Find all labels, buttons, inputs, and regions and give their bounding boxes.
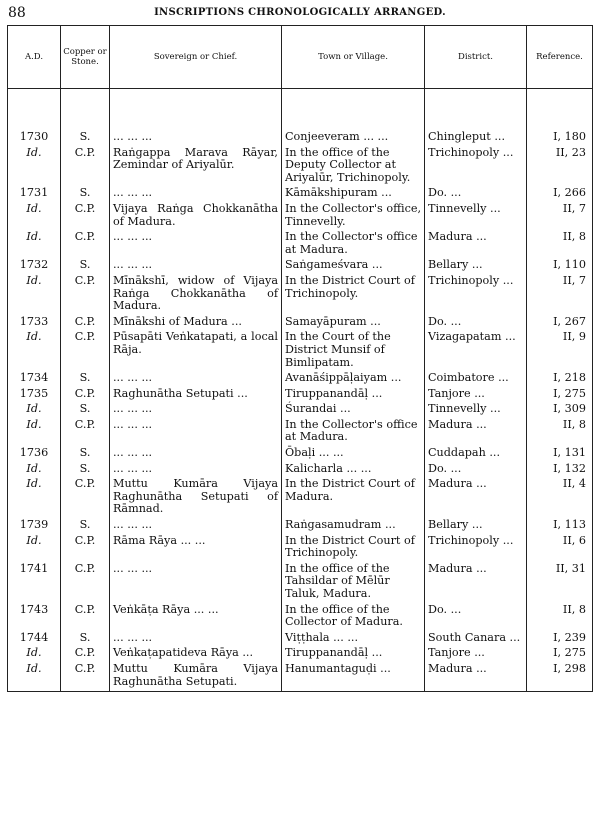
table-row <box>8 316 593 332</box>
entry-town: In the office of the Collector of Madura. <box>282 604 425 632</box>
entry-town: Ōbaḷi ... ... <box>282 447 425 463</box>
entry-year: 1741 <box>8 563 61 604</box>
entry-district: South Canara ... <box>425 632 527 648</box>
entry-material: C.P. <box>61 563 110 604</box>
entry-reference: II, 23 <box>527 147 593 188</box>
entry-year: Id. <box>8 231 61 259</box>
entry-material: C.P. <box>61 419 110 447</box>
entry-sovereign: Vijaya Raṅga Chokkanātha of Madura. <box>110 203 282 231</box>
table-row <box>8 331 593 372</box>
entry-year: 1730 <box>8 131 61 147</box>
entry-year: Id. <box>8 419 61 447</box>
entry-town: Viṭṭhala ... ... <box>282 632 425 648</box>
entry-town: Śurandai ... <box>282 403 425 419</box>
page-title: INSCRIPTIONS CHRONOLOGICALLY ARRANGED. <box>154 7 446 18</box>
entry-district: Tanjore ... <box>425 388 527 404</box>
entry-district: Coimbatore ... <box>425 372 527 388</box>
entry-reference: I, 113 <box>527 519 593 535</box>
entry-district: Madura ... <box>425 663 527 692</box>
entry-town: Avanāśippāḷaiyam ... <box>282 372 425 388</box>
entry-material: S. <box>61 403 110 419</box>
column-header-reference: Reference. <box>527 26 593 89</box>
entry-district: Madura ... <box>425 563 527 604</box>
table-row <box>8 403 593 419</box>
entry-reference: II, 31 <box>527 563 593 604</box>
entry-town: In the District Court of Trichinopoly. <box>282 535 425 563</box>
entry-sovereign: Rāma Rāya ... ... <box>110 535 282 563</box>
entry-sovereign: ... ... ... <box>110 131 282 147</box>
entry-material: C.P. <box>61 331 110 372</box>
entry-material: S. <box>61 187 110 203</box>
entry-sovereign: ... ... ... <box>110 231 282 259</box>
entry-reference: II, 9 <box>527 331 593 372</box>
entry-town: In the Court of the District Munsif of Bimlipatam. <box>282 331 425 372</box>
entry-sovereign: Veṅkaṭapatideva Rāya ... <box>110 647 282 663</box>
entry-reference: I, 110 <box>527 259 593 275</box>
entry-district: Tinnevelly ... <box>425 203 527 231</box>
entry-reference: I, 218 <box>527 372 593 388</box>
entry-district: Do. ... <box>425 316 527 332</box>
entry-town: In the Collector's office at Madura. <box>282 419 425 447</box>
column-header-copper-stone: Copper or Stone. <box>61 26 110 89</box>
entry-town: Tiruppanandāḷ ... <box>282 388 425 404</box>
entry-material: C.P. <box>61 604 110 632</box>
entry-sovereign: ... ... ... <box>110 419 282 447</box>
entry-material: C.P. <box>61 147 110 188</box>
entry-material: C.P. <box>61 275 110 316</box>
table-row <box>8 419 593 447</box>
entry-town: Hanumantaguḍi ... <box>282 663 425 692</box>
entry-reference: II, 8 <box>527 604 593 632</box>
entry-sovereign: ... ... ... <box>110 447 282 463</box>
entry-town: In the Collector's office at Madura. <box>282 231 425 259</box>
table-row <box>8 275 593 316</box>
table-row <box>8 372 593 388</box>
table-row <box>8 535 593 563</box>
entry-year: Id. <box>8 147 61 188</box>
entry-town: Kalicharla ... ... <box>282 463 425 479</box>
table-row <box>8 187 593 203</box>
entry-town: Samayāpuram ... <box>282 316 425 332</box>
entry-sovereign: ... ... ... <box>110 632 282 648</box>
entry-year: Id. <box>8 647 61 663</box>
column-header-town: Town or Village. <box>282 26 425 89</box>
entry-material: S. <box>61 372 110 388</box>
entry-town: Kāmākshipuram ... <box>282 187 425 203</box>
entry-town: In the Collector's office, Tinnevelly. <box>282 203 425 231</box>
entry-district: Madura ... <box>425 419 527 447</box>
entry-sovereign: ... ... ... <box>110 187 282 203</box>
entry-material: C.P. <box>61 316 110 332</box>
entry-district: Do. ... <box>425 463 527 479</box>
entry-year: 1734 <box>8 372 61 388</box>
entry-sovereign: ... ... ... <box>110 403 282 419</box>
table-row <box>8 478 593 519</box>
table-row <box>8 231 593 259</box>
table-row <box>8 604 593 632</box>
table-row <box>8 663 593 692</box>
entry-reference: II, 7 <box>527 203 593 231</box>
entry-material: C.P. <box>61 663 110 692</box>
entry-material: S. <box>61 131 110 147</box>
table-row <box>8 519 593 535</box>
entry-reference: II, 4 <box>527 478 593 519</box>
entry-town: Tiruppanandāḷ ... <box>282 647 425 663</box>
column-header-district: District. <box>425 26 527 89</box>
entry-year: Id. <box>8 535 61 563</box>
entry-district: Tanjore ... <box>425 647 527 663</box>
entry-town: In the office of the Deputy Collector at Ariyalūr, Trichinopoly. <box>282 147 425 188</box>
entry-reference: II, 8 <box>527 419 593 447</box>
entry-reference: I, 275 <box>527 388 593 404</box>
entry-material: S. <box>61 259 110 275</box>
entry-district: Trichinopoly ... <box>425 275 527 316</box>
entry-district: Madura ... <box>425 231 527 259</box>
inscriptions-table <box>7 25 593 692</box>
entry-sovereign: ... ... ... <box>110 519 282 535</box>
entry-year: 1736 <box>8 447 61 463</box>
entry-town: In the District Court of Madura. <box>282 478 425 519</box>
entry-sovereign: ... ... ... <box>110 259 282 275</box>
entry-district: Bellary ... <box>425 519 527 535</box>
entry-year: 1743 <box>8 604 61 632</box>
entry-sovereign: ... ... ... <box>110 372 282 388</box>
entry-town: Saṅgameśvara ... <box>282 259 425 275</box>
entry-district: Trichinopoly ... <box>425 535 527 563</box>
entry-district: Do. ... <box>425 187 527 203</box>
entry-reference: I, 309 <box>527 403 593 419</box>
entry-reference: I, 267 <box>527 316 593 332</box>
entry-sovereign: Pūsapāti Veṅkatapati, a local Rāja. <box>110 331 282 372</box>
entry-district: Vizagapatam ... <box>425 331 527 372</box>
entry-district: Trichinopoly ... <box>425 147 527 188</box>
table-row <box>8 447 593 463</box>
entry-reference: II, 8 <box>527 231 593 259</box>
entry-district: Madura ... <box>425 478 527 519</box>
table-row <box>8 632 593 648</box>
entry-material: C.P. <box>61 478 110 519</box>
table-row <box>8 147 593 188</box>
entry-sovereign: Mīnākshī, widow of Vijaya Raṅga Chokkanātha of Madura. <box>110 275 282 316</box>
entry-sovereign: Raṅgappa Marava Rāyar, Zemindar of Ariyalūr. <box>110 147 282 188</box>
entry-reference: I, 266 <box>527 187 593 203</box>
table-row <box>8 563 593 604</box>
entry-district: Tinnevelly ... <box>425 403 527 419</box>
entry-sovereign: Mīnākshi of Madura ... <box>110 316 282 332</box>
entry-material: C.P. <box>61 647 110 663</box>
table-row <box>8 647 593 663</box>
column-header-ad: A.D. <box>8 26 61 89</box>
entry-year: 1735 <box>8 388 61 404</box>
entry-material: C.P. <box>61 535 110 563</box>
table-body <box>8 89 593 692</box>
table-row <box>8 203 593 231</box>
table-row <box>8 463 593 479</box>
entry-year: Id. <box>8 203 61 231</box>
entry-year: 1733 <box>8 316 61 332</box>
entry-reference: I, 298 <box>527 663 593 692</box>
entry-sovereign: Muttu Kumāra Vijaya Raghunātha Setupati of Rāmnad. <box>110 478 282 519</box>
entry-reference: I, 239 <box>527 632 593 648</box>
entry-reference: I, 131 <box>527 447 593 463</box>
entry-district: Bellary ... <box>425 259 527 275</box>
entry-material: S. <box>61 519 110 535</box>
entry-reference: I, 275 <box>527 647 593 663</box>
entry-year: Id. <box>8 275 61 316</box>
entry-town: In the office of the Tahsildar of Mēlūr Taluk, Madura. <box>282 563 425 604</box>
entry-year: 1744 <box>8 632 61 648</box>
entry-year: 1731 <box>8 187 61 203</box>
entry-reference: I, 132 <box>527 463 593 479</box>
entry-sovereign: ... ... ... <box>110 463 282 479</box>
entry-town: In the District Court of Trichinopoly. <box>282 275 425 316</box>
table-row <box>8 131 593 147</box>
entry-year: 1732 <box>8 259 61 275</box>
entry-town: Raṅgasamudram ... <box>282 519 425 535</box>
entry-reference: II, 6 <box>527 535 593 563</box>
entry-material: S. <box>61 632 110 648</box>
table-spacer-row <box>8 89 593 132</box>
entry-sovereign: Veṅkāṭa Rāya ... ... <box>110 604 282 632</box>
entry-material: S. <box>61 447 110 463</box>
entry-sovereign: ... ... ... <box>110 563 282 604</box>
entry-year: Id. <box>8 478 61 519</box>
entry-material: C.P. <box>61 203 110 231</box>
entry-year: Id. <box>8 331 61 372</box>
entry-material: S. <box>61 463 110 479</box>
entry-material: C.P. <box>61 388 110 404</box>
entry-reference: I, 180 <box>527 131 593 147</box>
entry-year: Id. <box>8 403 61 419</box>
entry-district: Chingleput ... <box>425 131 527 147</box>
entry-reference: II, 7 <box>527 275 593 316</box>
column-header-sovereign: Sovereign or Chief. <box>110 26 282 89</box>
entry-sovereign: Raghunātha Setupati ... <box>110 388 282 404</box>
entry-material: C.P. <box>61 231 110 259</box>
entry-year: Id. <box>8 663 61 692</box>
entry-year: Id. <box>8 463 61 479</box>
entry-district: Cuddapah ... <box>425 447 527 463</box>
table-row <box>8 259 593 275</box>
entry-sovereign: Muttu Kumāra Vijaya Raghunātha Setupati. <box>110 663 282 692</box>
table-row <box>8 388 593 404</box>
entry-district: Do. ... <box>425 604 527 632</box>
page-number: 88 <box>8 5 26 21</box>
table-header <box>8 26 593 89</box>
entry-year: 1739 <box>8 519 61 535</box>
page-header <box>0 5 600 21</box>
entry-town: Conjeeveram ... ... <box>282 131 425 147</box>
